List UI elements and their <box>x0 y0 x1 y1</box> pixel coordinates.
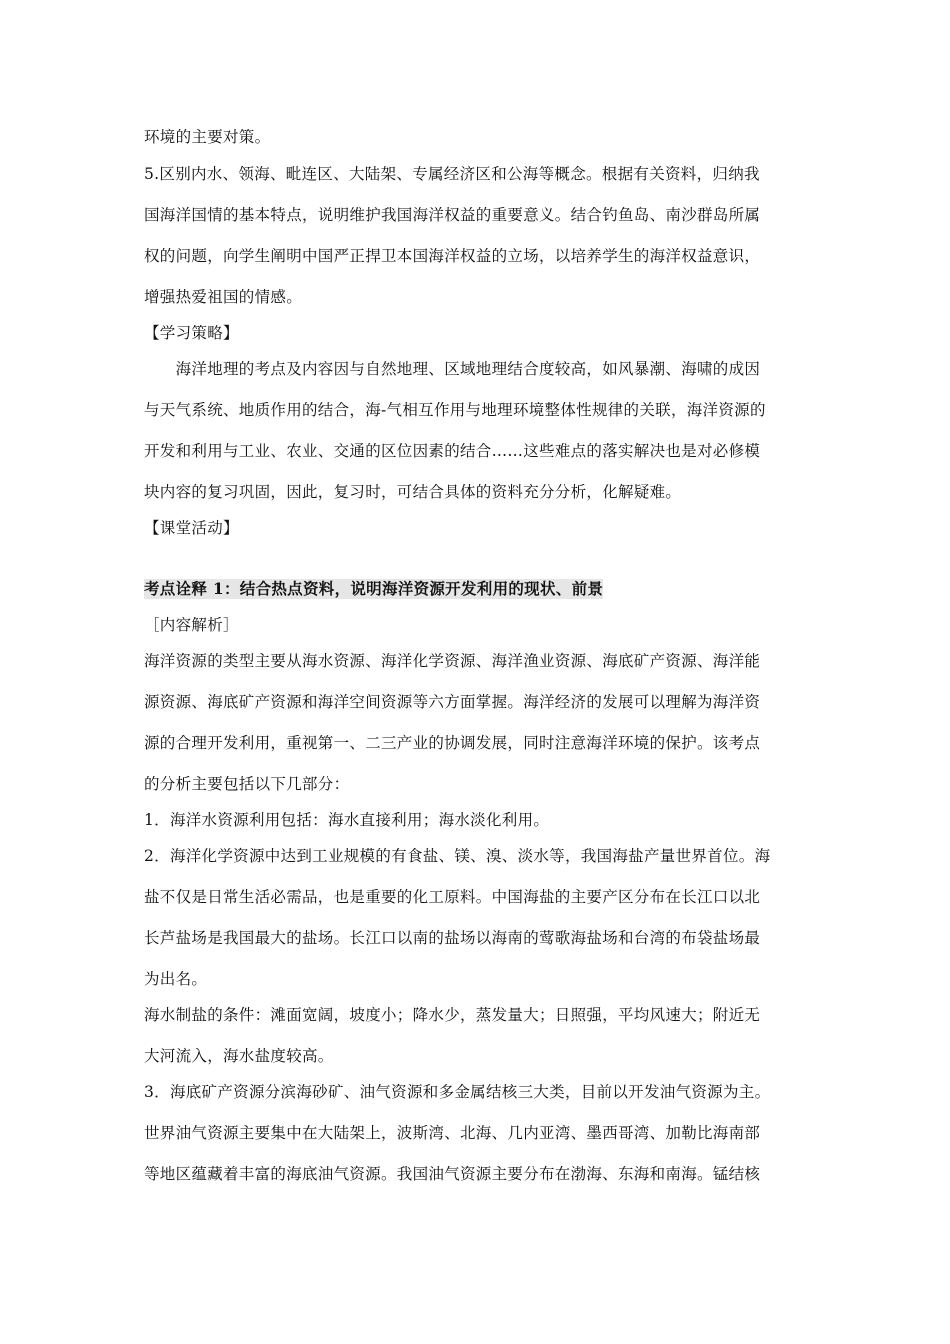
text-line: 环境的主要对策。 <box>144 128 271 146</box>
text-line: 权的问题，向学生阐明中国严正捍卫本国海洋权益的立场，以培养学生的海洋权益意识， <box>144 247 761 265</box>
text-line: 世界油气资源主要集中在大陆架上，波斯湾、北海、几内亚湾、墨西哥湾、加勒比海南部 <box>144 1124 761 1142</box>
text-line: 块内容的复习巩固，因此，复习时，可结合具体的资料充分分析，化解疑难。 <box>144 483 682 501</box>
text-line: 开发和利用与工业、农业、交通的区位因素的结合……这些难点的落实解决也是对必修模 <box>144 442 761 460</box>
text-line: 与天气系统、地质作用的结合，海-气相互作用与地理环境整体性规律的关联，海洋资源的 <box>144 401 766 419</box>
text-line: 等地区蕴藏着丰富的海底油气资源。我国油气资源主要分布在渤海、东海和南海。锰结核 <box>144 1165 761 1183</box>
list-item: 3．海底矿产资源分滨海砂矿、油气资源和多金属结核三大类，目前以开发油气资源为主。 <box>144 1083 771 1101</box>
text-line: 盐不仅是日常生活必需品，也是重要的化工原料。中国海盐的主要产区分布在长江口以北 <box>144 888 761 906</box>
section-heading: 【学习策略】 <box>144 324 239 342</box>
text-line: 大河流入，海水盐度较高。 <box>144 1047 334 1065</box>
text-line: 为出名。 <box>144 970 208 988</box>
text-line: 增强热爱祖国的情感。 <box>144 288 303 306</box>
text-line: 5.区别内水、领海、毗连区、大陆架、专属经济区和公海等概念。根据有关资料，归纳我 <box>144 165 760 183</box>
exam-point-heading <box>144 579 824 599</box>
text-line: 国海洋国情的基本特点，说明维护我国海洋权益的重要意义。结合钓鱼岛、南沙群岛所属 <box>144 206 761 224</box>
list-item: 2．海洋化学资源中达到工业规模的有食盐、镁、溴、淡水等，我国海盐产量世界首位。海 <box>144 847 771 865</box>
exam-point-heading-text: 考点诠释 1：结合热点资料，说明海洋资源开发利用的现状、前景 <box>144 579 604 598</box>
subsection-heading: ［内容解析］ <box>144 616 239 634</box>
text-line: 海洋资源的类型主要从海水资源、海洋化学资源、海洋渔业资源、海底矿产资源、海洋能 <box>144 652 761 670</box>
list-item: 1．海洋水资源利用包括：海水直接利用；海水淡化利用。 <box>144 811 550 829</box>
text-line: 海洋地理的考点及内容因与自然地理、区域地理结合度较高，如风暴潮、海啸的成因 <box>144 360 761 378</box>
text-line: 长芦盐场是我国最大的盐场。长江口以南的盐场以海南的莺歌海盐场和台湾的布袋盐场最 <box>144 929 761 947</box>
text-line: 海水制盐的条件：滩面宽阔，坡度小；降水少，蒸发量大；日照强，平均风速大；附近无 <box>144 1006 761 1024</box>
text-line: 源的合理开发利用，重视第一、二三产业的协调发展，同时注意海洋环境的保护。该考点 <box>144 734 761 752</box>
text-line: 源资源、海底矿产资源和海洋空间资源等六方面掌握。海洋经济的发展可以理解为海洋资 <box>144 693 761 711</box>
text-line: 的分析主要包括以下几部分： <box>144 775 350 793</box>
section-heading: 【课堂活动】 <box>144 519 239 537</box>
